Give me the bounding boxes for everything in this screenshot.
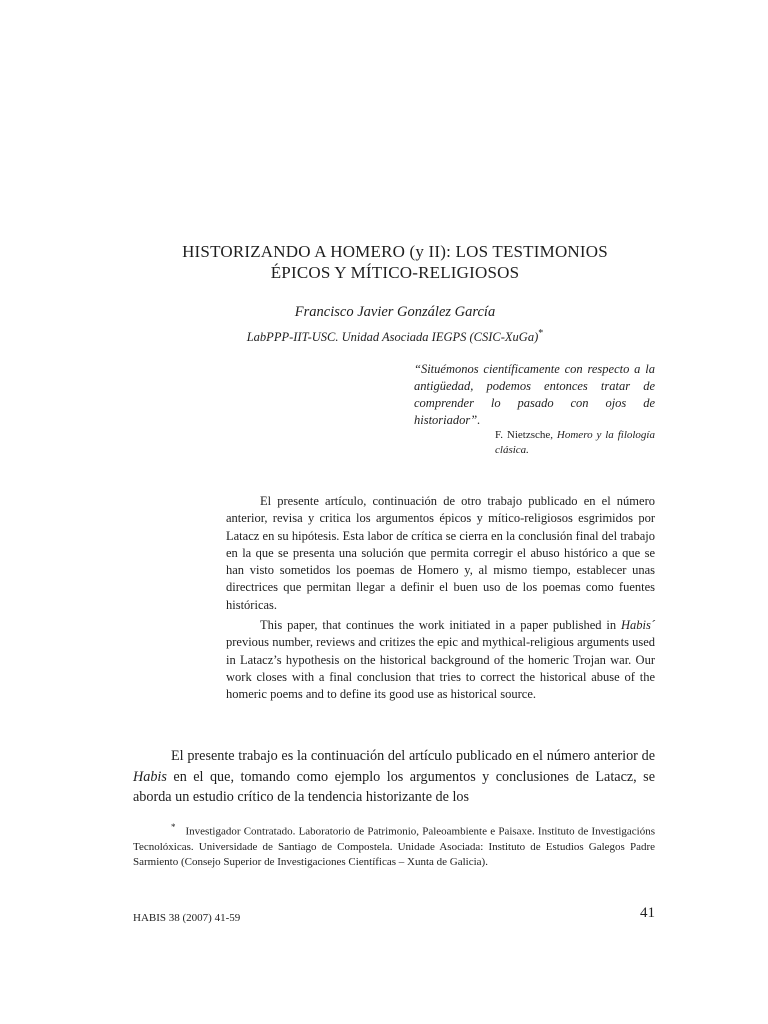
title-line-2: ÉPICOS Y MÍTICO-RELIGIOSOS: [270, 263, 520, 282]
abstract-spanish-text: El presente artículo, continuación de otro trabajo publicado en el número anterior, revisa y critica los argumentos épicos y mítico-religiosos esgrimidos por Latacz en su hipótesis. Esta labor de crítica se cierra en la conclusión final del trabajo en la que se presenta una solución que permita corregir el abuso histórico a que se han visto sometidos los poemas de Homero y, al mismo tiempo, establecer unas directrices que permitan llegar a definir el buen uso de los poemas como fuentes históricas.: [226, 494, 655, 612]
footnote: [133, 820, 655, 870]
footnote-reference: *: [538, 328, 544, 339]
author-name: Francisco Javier González García: [294, 304, 496, 320]
epigraph-source: [495, 428, 655, 458]
epigraph-source-title: Homero y la filología clásica.: [495, 429, 655, 456]
title-line-1: HISTORIZANDO A HOMERO (y II): LOS TESTIMONIOS: [182, 242, 608, 261]
abstract-english: [226, 617, 655, 703]
abstract-english-text: [226, 617, 655, 703]
epigraph-source-author: F. Nietzsche,: [495, 429, 554, 441]
epigraph-quote: “Situémonos científicamente con respecto a la antigüedad, podemos entonces tratar de comprender lo pasado con ojos de historiador”.: [414, 362, 655, 427]
body-journal-name: Habis: [133, 768, 167, 785]
body-paragraph: [133, 746, 655, 808]
abstract-journal-name: Habis´: [620, 618, 655, 632]
footnote-mark: *: [171, 822, 176, 832]
body-part-2: en el que, tomando como ejemplo los argumentos y conclusiones de Latacz, se aborda un estudio crítico de la tendencia historizante de los: [133, 768, 656, 805]
affiliation-text: LabPPP-IIT-USC. Unidad Asociada IEGPS (CSIC-XuGa): [246, 330, 539, 345]
body-paragraph-text: [133, 746, 655, 808]
abstract-english-part-1: This paper, that continues the work initiated in a paper published in: [260, 618, 617, 632]
abstract-english-part-2: previous number, reviews and critizes the epic and mythical-religious arguments used in Latacz’s hypothesis on the historical background of the homeric Trojan war. Our work closes with a final conclusion that tries to correct the historical abuse of the homeric poems and to define its good use as historical source.: [226, 635, 655, 702]
footnote-text: [133, 820, 655, 870]
journal-citation: HABIS 38 (2007) 41-59: [133, 912, 241, 924]
article-title: [130, 241, 660, 283]
page-number: 41: [640, 905, 655, 921]
body-part-1: El presente trabajo es la continuación del artículo publicado en el número anterior de: [171, 748, 655, 764]
footnote-body: Investigador Contratado. Laboratorio de Patrimonio, Paleoambiente e Paisaxe. Instituto de Investigacións Tecnolóxicas. Universidade de Santiago de Compostela. Unidade Asociada: Instituto de Estudios Galegos Padre Sarmiento (Consejo Superior de Investigaciones Científicas – Xunta de Galicia).: [133, 825, 655, 868]
abstract-spanish: [226, 493, 655, 614]
author-affiliation: [130, 328, 660, 345]
